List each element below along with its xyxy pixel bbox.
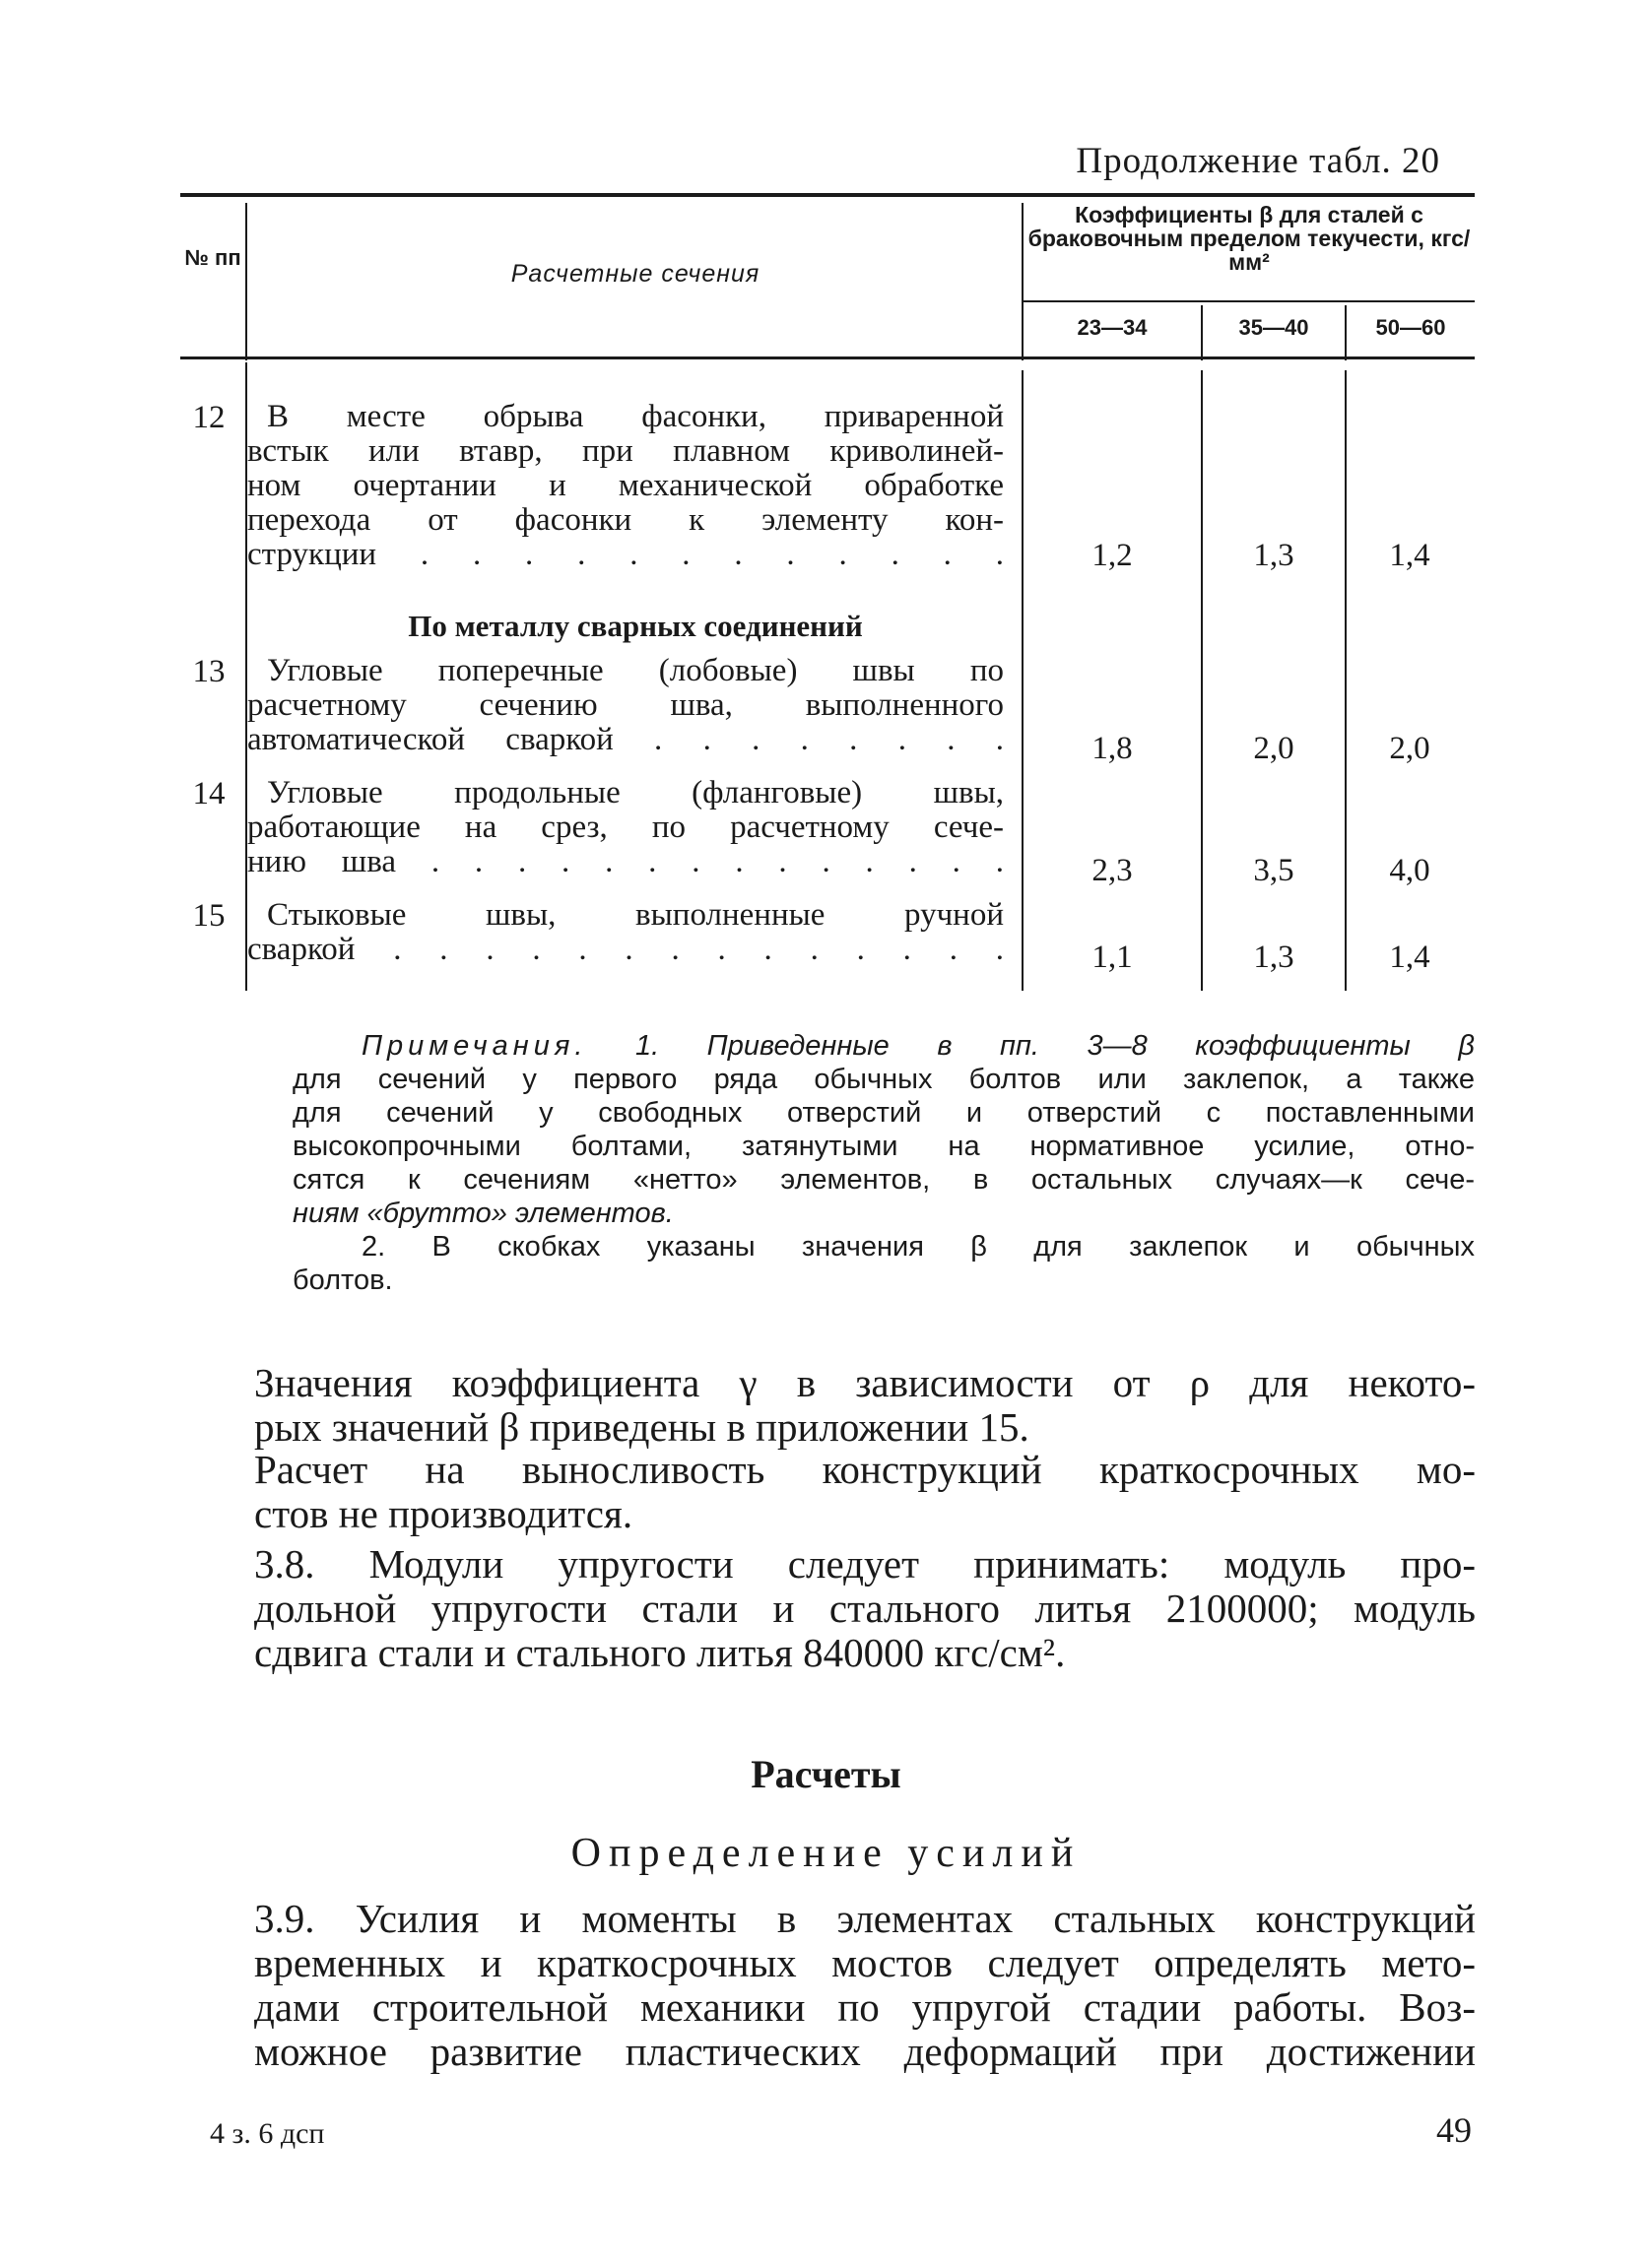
notes-line: 2. В скобках указаны значения β для заклепок и обычных [362, 1231, 1475, 1263]
coefficients-table [180, 193, 1475, 1001]
row-text-line: автоматической сваркой . . . . . . . . [247, 722, 1004, 757]
value-cell: 1,3 [1253, 940, 1294, 975]
row-text-line: расчетному сечению шва, выполненного [247, 687, 1004, 723]
row-number: 13 [192, 654, 226, 689]
paragraph-3-9 [254, 1897, 1476, 2074]
row-text-line: сваркой . . . . . . . . . . . . . . [247, 932, 1004, 967]
notes-line: для сечений у свободных отверстий и отверстий с поставленными [293, 1097, 1475, 1129]
value-cell: 1,8 [1091, 731, 1133, 766]
table-vline-no [245, 203, 247, 360]
paragraph-endurance [254, 1448, 1476, 1536]
value-cell: 3,5 [1253, 853, 1294, 888]
value-cell: 1,4 [1389, 940, 1430, 975]
row-number: 12 [192, 400, 226, 435]
row-text-line: работающие на срез, по расчетному сече- [247, 810, 1004, 845]
paragraph-line: можное развитие пластических деформаций при достижении [254, 2029, 1476, 2074]
paragraph-coefficient-gamma [254, 1361, 1476, 1450]
group-heading: По металлу сварных соединений [408, 609, 863, 643]
row-text-line: Угловые поперечные (лобовые) швы по [267, 653, 1004, 688]
value-cell: 1,4 [1389, 538, 1430, 573]
paragraph-line: 3.8. Модули упругости следует принимать: модуль про- [254, 1541, 1476, 1587]
value-cell: 4,0 [1389, 853, 1430, 888]
header-sections: Расчетные сечения [510, 260, 760, 288]
notes-line: болтов. [293, 1264, 393, 1296]
value-cell: 1,3 [1253, 538, 1294, 573]
section-heading: Расчеты [751, 1752, 901, 1796]
paragraph-line: дами строительной механики по упругой стадии работы. Воз- [254, 1984, 1476, 2030]
row-text-line: встык или втавр, при плавном криволиней- [247, 433, 1004, 469]
page-number: 49 [1436, 2110, 1472, 2150]
value-cell: 2,3 [1091, 853, 1133, 888]
notes-line1-rest: 1. Приведенные в пп. 3—8 коэффициенты β [634, 1030, 1475, 1062]
subsection-heading: Определение усилий [570, 1831, 1082, 1876]
paragraph-line: сдвига стали и стального литья 840000 кгс/см². [254, 1630, 1066, 1675]
notes-line: сятся к сечениям «нетто» элементов, в остальных случаях—к сече- [293, 1164, 1475, 1196]
header-coefficients: Коэффициенты β для сталей с браковочным пределом текучести, кгс/мм² [1027, 202, 1471, 275]
table-subheader-rule [1024, 300, 1475, 302]
notes-line [293, 1029, 1475, 1063]
notes-line: для сечений у первого ряда обычных болтов или заклепок, а также [293, 1064, 1475, 1095]
paragraph-line: 3.9. Усилия и моменты в элементах стальных конструкций [254, 1896, 1476, 1941]
row-text-line: ном очертании и механической обработке [247, 468, 1004, 503]
header-col-35-40: 35—40 [1238, 315, 1309, 340]
row-text-line: перехода от фасонки к элементу кон- [247, 502, 1004, 538]
header-number: № пп [184, 245, 241, 270]
header-col-50-60: 50—60 [1375, 315, 1446, 340]
table-continuation-label: Продолжение табл. 20 [1076, 141, 1440, 181]
table-vline-col1-body [1201, 370, 1203, 991]
notes-label: Примечания. [362, 1030, 588, 1062]
paragraph-line: рых значений β приведены в приложении 15. [254, 1404, 1029, 1450]
value-cell: 1,1 [1091, 940, 1133, 975]
row-text [247, 775, 1004, 879]
paragraph-line: Расчет на выносливость конструкций краткосрочных мо- [254, 1447, 1476, 1492]
table-top-rule [180, 193, 1475, 197]
table-notes [293, 1029, 1475, 1297]
paragraph-line: дольной упругости стали и стального литья 2100000; модуль [254, 1586, 1476, 1631]
paragraph-line: стов не производится. [254, 1491, 633, 1536]
value-cell: 2,0 [1389, 731, 1430, 766]
row-text-line: Угловые продольные (фланговые) швы, [267, 775, 1004, 810]
table-vline-col2-body [1345, 370, 1347, 991]
paragraph-3-8 [254, 1542, 1476, 1675]
row-text-line: Стыковые швы, выполненные ручной [267, 897, 1004, 933]
row-text [247, 897, 1004, 967]
row-number: 14 [192, 776, 226, 811]
row-text-line: нию шва . . . . . . . . . . . . . . [247, 844, 1004, 879]
printing-mark: 4 з. 6 дсп [210, 2117, 325, 2150]
row-text-line: струкции . . . . . . . . . . . . [247, 537, 1004, 572]
header-col-23-34: 23—34 [1077, 315, 1148, 340]
row-text [247, 399, 1004, 572]
table-vline-sections-body [1022, 370, 1024, 991]
paragraph-line: Значения коэффициента γ в зависимости от ρ для некото- [254, 1360, 1476, 1405]
notes-line: высокопрочными болтами, затянутыми на нормативное усилие, отно- [293, 1131, 1475, 1162]
row-text [247, 653, 1004, 757]
paragraph-line: временных и краткосрочных мостов следует определять мето- [254, 1940, 1476, 1985]
value-cell: 1,2 [1091, 538, 1133, 573]
row-number: 15 [192, 898, 226, 934]
table-header-rule [180, 356, 1475, 359]
row-text-line: В месте обрыва фасонки, приваренной [267, 399, 1004, 434]
notes-line: ниям «брутто» элементов. [293, 1198, 674, 1229]
value-cell: 2,0 [1253, 731, 1294, 766]
